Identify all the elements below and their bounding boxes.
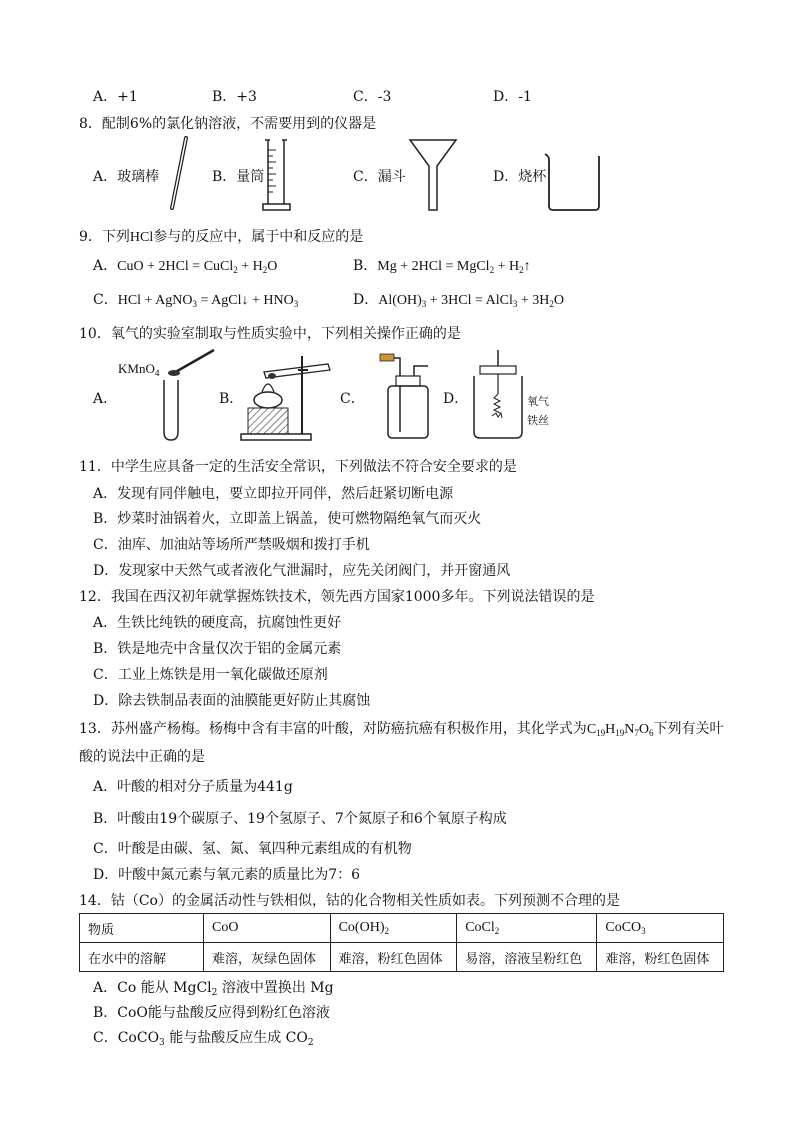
q10-option-c: C． [340,391,365,407]
q7-option-d: D．-1 [493,89,532,105]
q12-option-b: B．铁是地壳中含量仅次于铝的金属元素 [93,641,342,657]
q7-option-c: C．-3 [353,89,392,105]
iron-wire-combustion-image [466,346,526,442]
table-header-cell: CoCO$_3$ [597,914,724,943]
q14-stem: 14．钴（Co）的金属活动性与铁相似，钴的化合物相关性质如表。下列预测不合理的是 [79,893,620,909]
test-tube-spatula-image [158,346,218,442]
q8-stem: 8．配制6%的氯化钠溶液，不需要用到的仪器是 [79,116,377,132]
q11-option-a: A．发现有同伴触电，要立即拉开同伴，然后赶紧切断电源 [93,486,454,502]
q10-option-d: D． [443,391,469,407]
q10-stem: 10．氧气的实验室制取与性质实验中，下列相关操作正确的是 [79,326,461,342]
q8-option-c: C．漏斗 [353,169,406,185]
glass-rod-image [168,136,192,212]
q12-option-a: A．生铁比纯铁的硬度高，抗腐蚀性更好 [93,615,342,631]
q8-option-d: D．烧杯 [493,169,547,185]
q11-option-b: B．炒菜时油锅着火，立即盖上锅盖，使可燃物隔绝氧气而灭火 [93,511,482,527]
beaker-image [543,152,605,212]
q9-stem: 9．下列HCl参与的反应中，属于中和反应的是 [79,229,364,245]
q7-option-a: A．+1 [93,89,138,105]
gas-bottle-image [378,346,438,442]
q9-option-d: D．$Al(OH)_3 + 3HCl$ = AlCl$_3$ + $3H_2O$ [353,292,565,309]
table-header-cell: 物质 [80,914,204,943]
kmno4-label: KMnO$_4$ [118,361,160,378]
q9-option-c: C．HCl + AgNO$_3$ = AgCl↓ + $HNO_3$ [93,292,299,309]
q13-option-c: C．叶酸是由碳、氢、氮、氧四种元素组成的有机物 [93,841,412,857]
q10-option-b: B． [219,391,244,407]
q13-option-a: A．叶酸的相对分子质量为441g [93,779,293,795]
table-cell: 易溶，溶液呈粉红色 [457,943,597,972]
heating-setup-image [238,346,338,442]
table-header-cell: CoO [204,914,331,943]
oxygen-label: 氧气 [527,395,549,408]
table-header-row [80,914,724,943]
q14-option-b: B．CoO能与盐酸反应得到粉红色溶液 [93,1005,330,1021]
q13-stem-line2: 酸的说法中正确的是 [79,749,205,765]
q11-stem: 11．中学生应具备一定的生活安全常识，下列做法不符合安全要求的是 [79,459,517,475]
q7-option-b: B．+3 [212,89,257,105]
table-cell: 在水中的溶解 [80,943,204,972]
table-header-cell: CoCl$_2$ [457,914,597,943]
q9-option-b: B．Mg + 2HCl = MgCl$_2$ + $H_2↑$ [353,258,531,275]
table-cell: 难溶，灰绿色固体 [204,943,331,972]
q12-stem: 12．我国在西汉初年就掌握炼铁技术，领先西方国家1000多年。下列说法错误的是 [79,589,595,605]
cobalt-compounds-table [79,913,724,972]
q14-option-c: C．CoCO$_3$ 能与盐酸反应生成 $CO_2$ [93,1030,314,1048]
table-row [80,943,724,972]
q8-option-b: B．量筒 [212,169,265,185]
funnel-image [408,138,458,214]
q11-option-c: C．油库、加油站等场所严禁吸烟和拨打手机 [93,537,370,553]
q9-option-a: A．CuO + 2HCl = CuCl$_2$ + $H_2O$ [93,258,278,275]
q13-stem-line1: 13．苏州盛产杨梅。杨梅中含有丰富的叶酸，对防癌抗癌有积极作用，其化学式为$C_{19}H_{19}N_7O_6$下列有关叶 [79,721,724,738]
graduated-cylinder-image [262,138,292,214]
iron-wire-label: 铁丝 [527,414,549,427]
q12-option-d: D．除去铁制品表面的油膜能更好防止其腐蚀 [93,693,371,709]
q11-option-d: D．发现家中天然气或者液化气泄漏时，应先关闭阀门，并开窗通风 [93,563,511,579]
table-header-cell: $Co(OH)_2$ [330,914,457,943]
q14-option-a: A．Co 能从 MgCl$_2$ 溶液中置换出 Mg [93,980,334,998]
q12-option-c: C．工业上炼铁是用一氧化碳做还原剂 [93,667,328,683]
table-cell: 难溶，粉红色固体 [330,943,457,972]
q13-option-b: B．叶酸由19个碳原子、19个氢原子、7个氮原子和6个氧原子构成 [93,811,507,827]
table-cell: 难溶，粉红色固体 [597,943,724,972]
q13-option-d: D．叶酸中氮元素与氧元素的质量比为7：6 [93,867,361,883]
q8-option-a: A．玻璃棒 [93,169,160,185]
q10-option-a: A． [93,391,118,407]
